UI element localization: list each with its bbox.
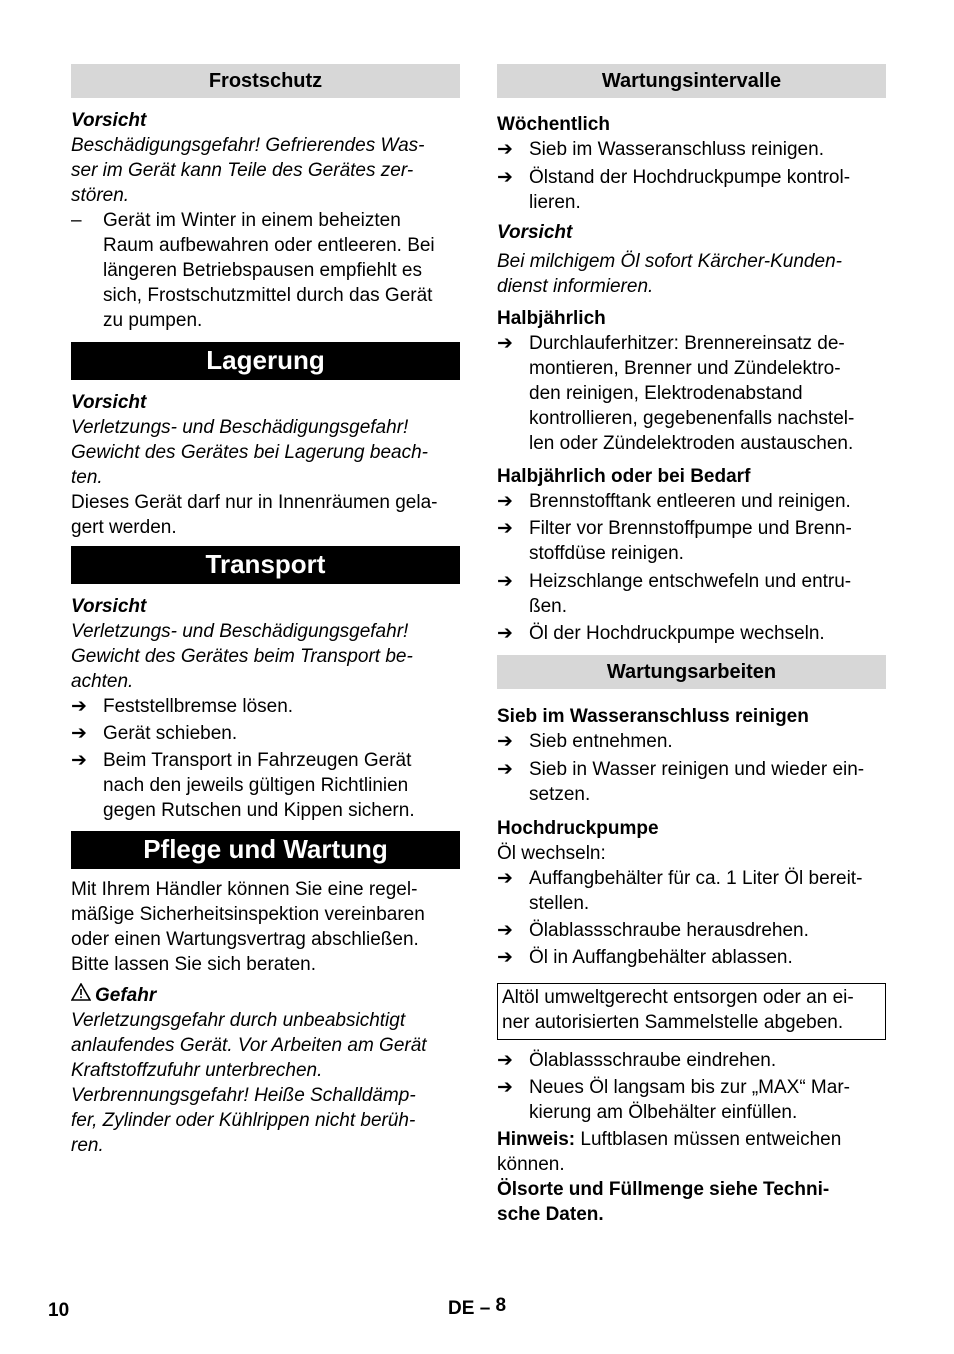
heading-wartungsarbeiten: Wartungsarbeiten xyxy=(497,655,886,689)
arrow-right-icon: ➔ xyxy=(71,723,87,744)
list-item: ➔ Auffangbehälter für ca. 1 Liter Öl bereit- stellen. xyxy=(497,868,863,914)
list-item: ➔ Sieb im Wasseranschluss reinigen. xyxy=(497,139,824,160)
list-item: ➔ Feststellbremse lösen. xyxy=(71,696,294,717)
arrow-right-icon: ➔ xyxy=(497,759,513,780)
warning-triangle-icon xyxy=(71,983,95,1008)
list-item: ➔ Heizschlange entschwefeln und entru- ßen. xyxy=(497,571,852,617)
heading-wartungsintervalle: Wartungsintervalle xyxy=(497,64,886,98)
arrow-right-icon: ➔ xyxy=(497,139,513,160)
list-item: ➔ Filter vor Brennstoffpumpe und Brenn- stoffdüse reinigen. xyxy=(497,518,852,564)
arrow-right-icon: ➔ xyxy=(497,1077,513,1098)
danger-text: Verletzungsgefahr durch unbeabsichtigt anlaufendes Gerät. Vor Arbeiten am Gerät Kraftstoffzufuhr unterbrechen. Verbrennungsgefahr! Heiße Schalldämp- fer, Zylinder oder Kühlrippen nicht berüh- ren. xyxy=(71,1010,427,1156)
arrow-right-icon: ➔ xyxy=(497,1050,513,1071)
heading-pflege-und-wartung: Pflege und Wartung xyxy=(71,831,460,869)
list-item: ➔ Öl der Hochdruckpumpe wechseln. xyxy=(497,623,825,644)
paragraph: Mit Ihrem Händler können Sie eine regel- mäßige Sicherheitsinspektion vereinbaren oder einen Wartungsvertrag abschließen. Bitte lassen Sie sich beraten. xyxy=(71,879,425,975)
list-item: ➔ Ölablassschraube eindrehen. xyxy=(497,1050,777,1071)
subheading-halbjaehrlich: Halbjährlich xyxy=(497,308,606,329)
list-item: ➔ Beim Transport in Fahrzeugen Gerät nach den jeweils gültigen Richtlinien gegen Rutschen und Kippen sichern. xyxy=(71,750,415,821)
page-number: 10 xyxy=(48,1300,70,1321)
arrow-right-icon: ➔ xyxy=(497,167,513,188)
subheading-halbjaehrlich-oder-bei-bedarf: Halbjährlich oder bei Bedarf xyxy=(497,466,751,487)
caution-text: Verletzungs- und Beschädigungsgefahr! Gewicht des Gerätes beim Transport be- achten. xyxy=(71,621,413,692)
subheading-hochdruckpumpe: Hochdruckpumpe xyxy=(497,818,659,839)
right-column xyxy=(497,64,886,1227)
arrow-right-icon: ➔ xyxy=(497,947,513,968)
caution-label: Vorsicht xyxy=(71,392,147,413)
danger-label: Gefahr xyxy=(71,983,460,1008)
list-item: ➔ Öl in Auffangbehälter ablassen. xyxy=(497,947,793,968)
list-item: – Gerät im Winter in einem beheizten Raum aufbewahren oder entleeren. Bei längeren Betriebspausen empfiehlt es sich, Frostschutzmittel durch das Gerät zu pumpen. xyxy=(71,210,435,331)
left-column xyxy=(71,64,460,1158)
caution-text: Verletzungs- und Beschädigungsgefahr! Gewicht des Gerätes bei Lagerung beach- ten. xyxy=(71,417,428,488)
arrow-right-icon: ➔ xyxy=(497,491,513,512)
heading-lagerung: Lagerung xyxy=(71,342,460,380)
list-item: ➔ Gerät schieben. xyxy=(71,723,238,744)
paragraph: Dieses Gerät darf nur in Innenräumen gela- gert werden. xyxy=(71,492,438,538)
list-item: ➔ Neues Öl langsam bis zur „MAX“ Mar- kierung am Ölbehälter einfüllen. xyxy=(497,1077,850,1123)
arrow-right-icon: ➔ xyxy=(497,731,513,752)
list-item: ➔ Durchlauferhitzer: Brennereinsatz de- montieren, Brenner und Zündelektro- den reinigen, Elektrodenabstand kontrollieren, gegebenenfalls nachstel- len oder Zündelektroden austauschen. xyxy=(497,333,855,454)
list-item: ➔ Brennstofftank entleeren und reinigen. xyxy=(497,491,851,512)
oil-spec-note: Ölsorte und Füllmenge siehe Techni- sche Daten. xyxy=(497,1179,830,1225)
arrow-right-icon: ➔ xyxy=(497,920,513,941)
list-item: ➔ Ölstand der Hochdruckpumpe kontrol- lieren. xyxy=(497,167,851,213)
section-page-label: DE – 8 xyxy=(448,1295,507,1319)
subheading-woechentlich: Wöchentlich xyxy=(497,114,610,135)
arrow-right-icon: ➔ xyxy=(71,696,87,717)
heading-transport: Transport xyxy=(71,546,460,584)
arrow-right-icon: ➔ xyxy=(497,571,513,592)
arrow-right-icon: ➔ xyxy=(497,518,513,539)
hint-paragraph: Hinweis: Luftblasen müssen entweichen können. xyxy=(497,1129,842,1175)
list-item: ➔ Ölablassschraube herausdrehen. xyxy=(497,920,809,941)
list-item: ➔ Sieb in Wasser reinigen und wieder ein- setzen. xyxy=(497,759,865,805)
caution-text: Beschädigungsgefahr! Gefrierendes Was- ser im Gerät kann Teile des Gerätes zer- stören. xyxy=(71,135,425,206)
paragraph: Öl wechseln: xyxy=(497,843,606,864)
caution-text: Bei milchigem Öl sofort Kärcher-Kunden- dienst informieren. xyxy=(497,251,842,297)
caution-label: Vorsicht xyxy=(71,110,147,131)
list-item: ➔ Sieb entnehmen. xyxy=(497,731,673,752)
heading-frostschutz: Frostschutz xyxy=(71,64,460,98)
caution-label: Vorsicht xyxy=(497,222,573,243)
arrow-right-icon: ➔ xyxy=(497,868,513,889)
caution-label: Vorsicht xyxy=(71,596,147,617)
arrow-right-icon: ➔ xyxy=(497,623,513,644)
arrow-right-icon: ➔ xyxy=(71,750,87,771)
note-box: Altöl umweltgerecht entsorgen oder an ei- ner autorisierten Sammelstelle abgeben. xyxy=(497,983,886,1040)
arrow-right-icon: ➔ xyxy=(497,333,513,354)
subheading-sieb: Sieb im Wasseranschluss reinigen xyxy=(497,706,809,727)
